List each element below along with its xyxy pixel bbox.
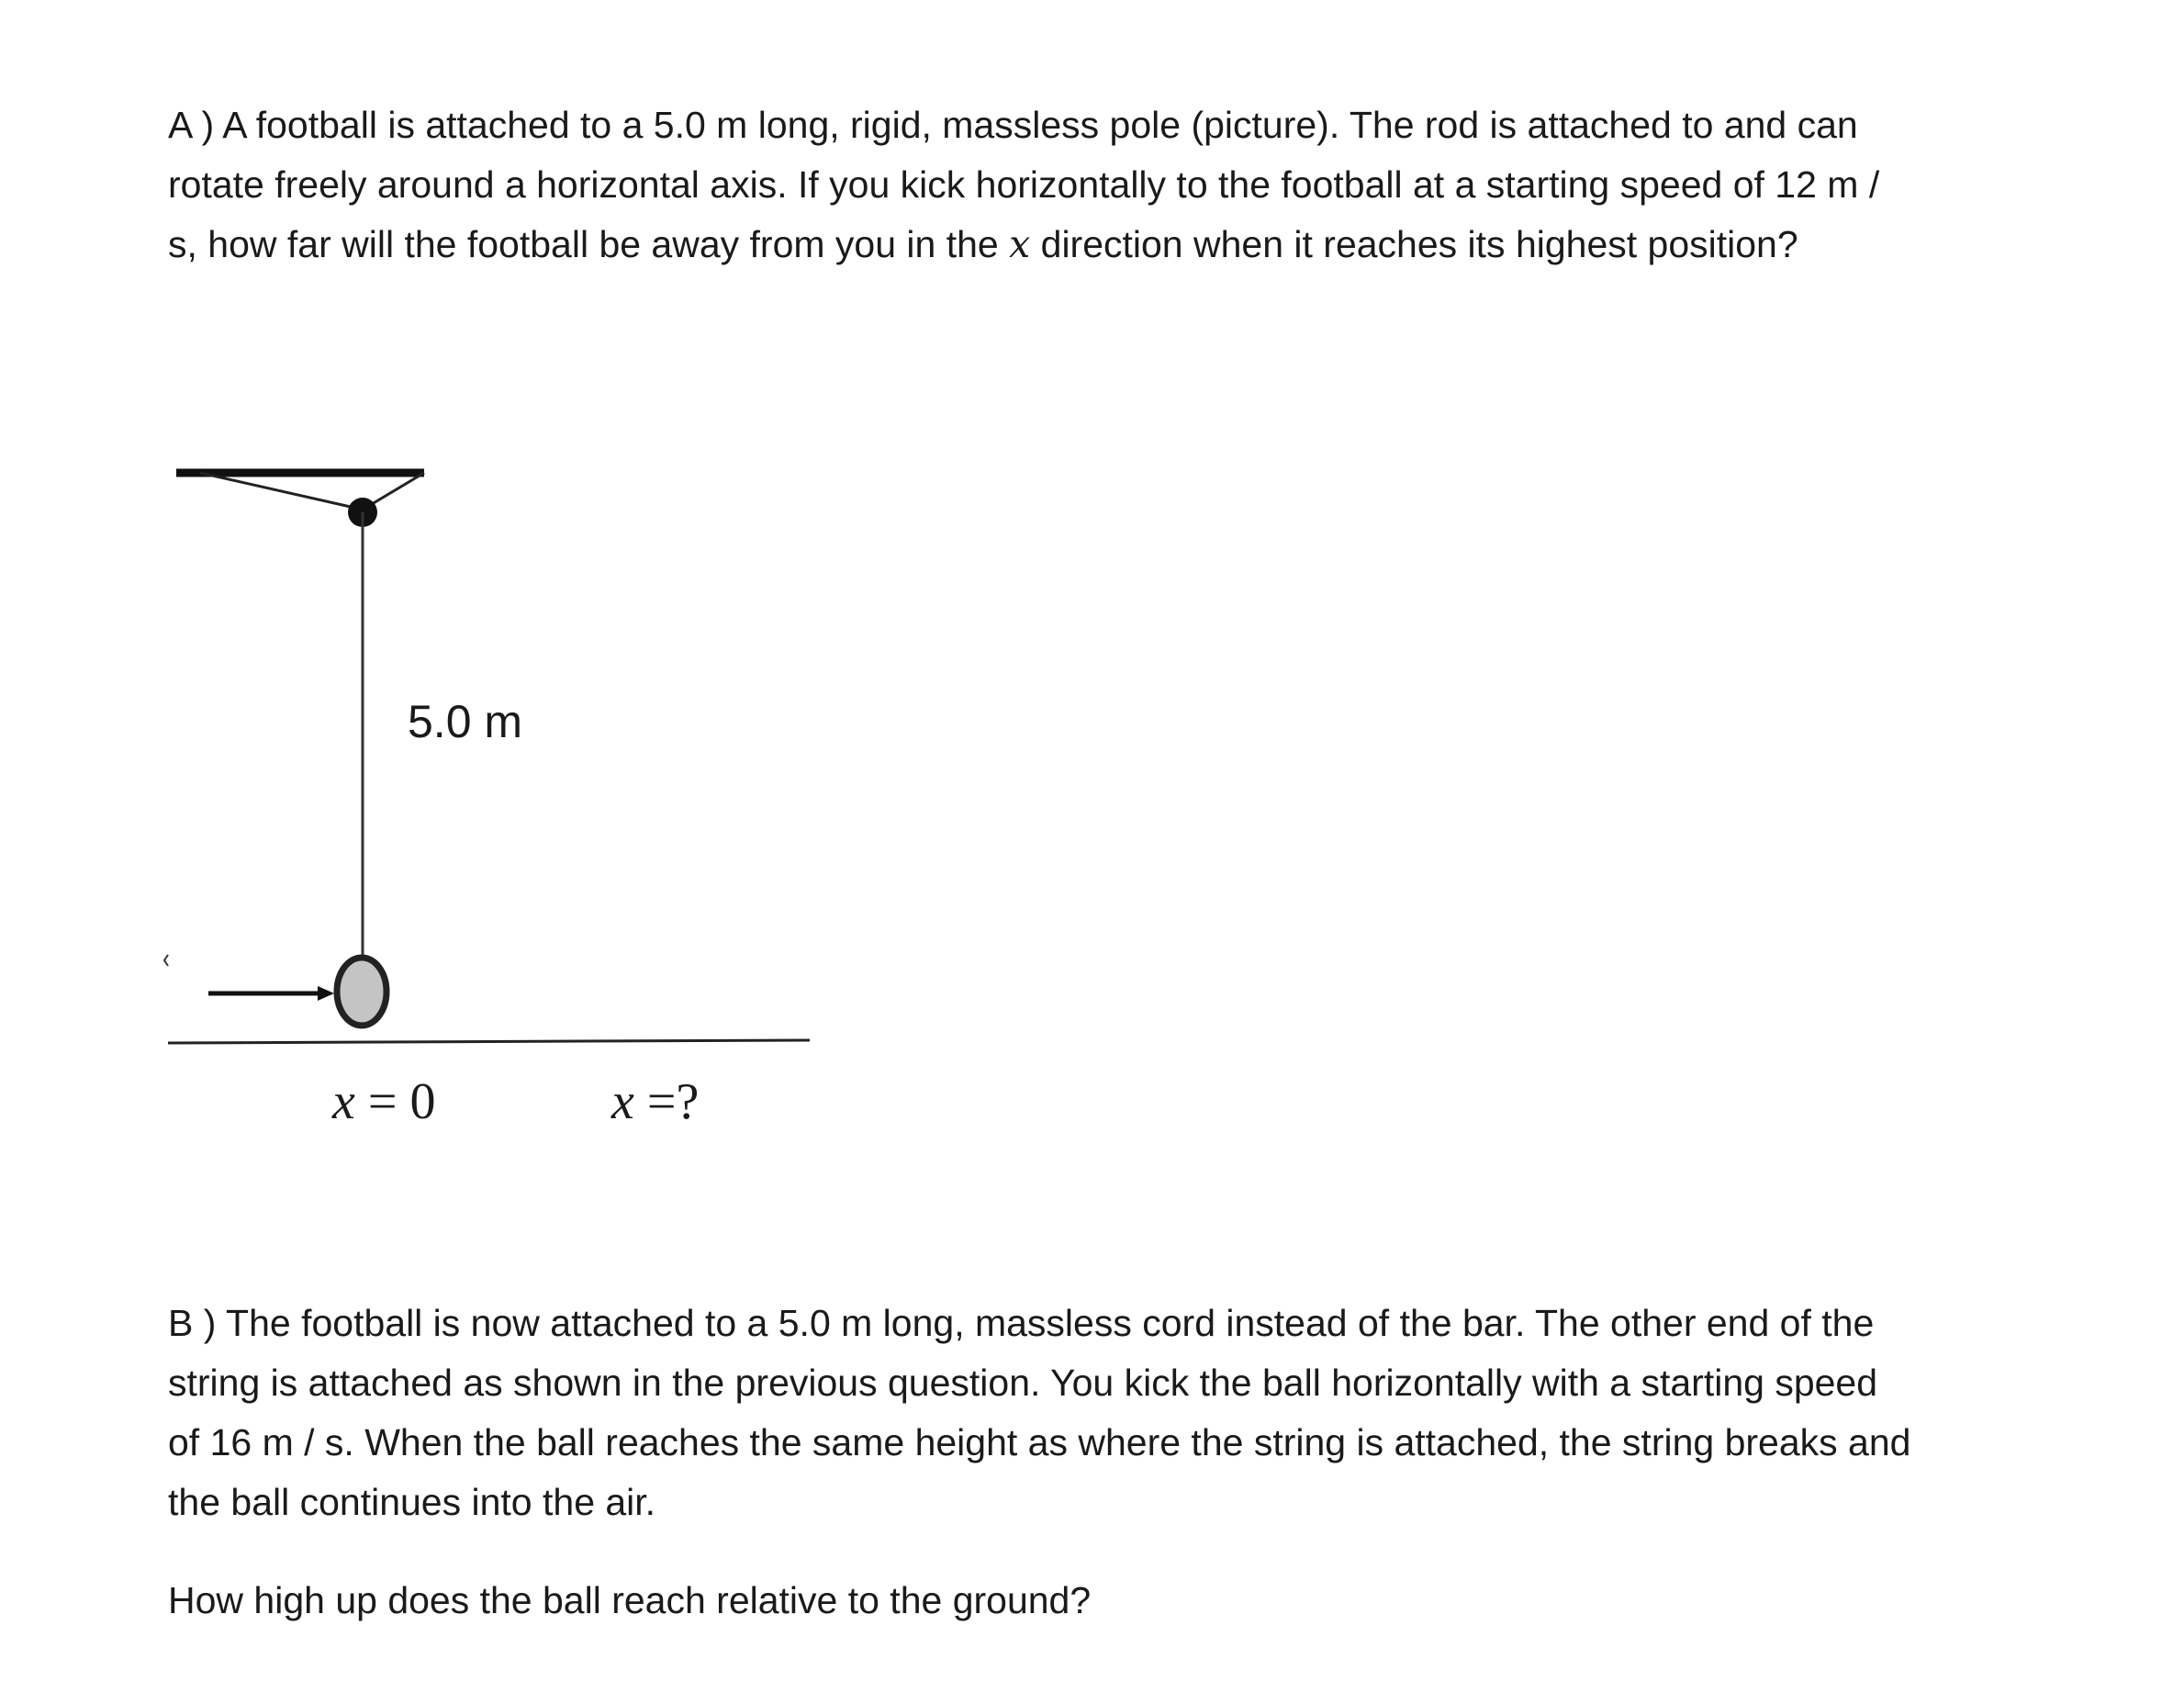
end-x-value: =? [633, 1073, 700, 1130]
x-variable: x [1009, 222, 1031, 266]
pendulum-diagram [156, 450, 835, 1148]
question-b-line-4: the ball continues into the air. [168, 1481, 656, 1523]
kick-arrow-head [318, 986, 334, 1001]
ground-line [168, 1040, 810, 1043]
mount-bracket [200, 473, 424, 510]
question-a-line-2: rotate freely around a horizontal axis. If you kick horizontally to the football at a starting speed of 12 m / [168, 163, 1880, 206]
question-b-line-3: of 16 m / s. When the ball reaches the same height as where the string is attached, the string breaks and [168, 1421, 1911, 1463]
football [337, 958, 386, 1026]
question-b-line-2: string is attached as shown in the previous question. You kick the ball horizontally with a starting speed [168, 1362, 1878, 1404]
start-position-label [331, 1073, 435, 1130]
question-a-line-3-start: s, how far will the football be away from you in the [168, 223, 1010, 265]
edge-mark [164, 955, 168, 966]
question-a-line-1: A ) A football is attached to a 5.0 m long, rigid, massless pole (picture). The rod is attached to and can [168, 104, 1858, 146]
question-a-line-3 [168, 215, 2004, 275]
end-x-var: x [611, 1073, 634, 1130]
question-b-line-1: B ) The football is now attached to a 5.0 m long, massless cord instead of the bar. The other end of the [168, 1302, 1875, 1344]
start-x-var: x [332, 1073, 355, 1130]
length-label: 5.0 m [408, 696, 523, 747]
question-b-final-line: How high up does the ball reach relative to the ground? [168, 1579, 1092, 1621]
end-position-label [610, 1073, 699, 1130]
question-b-text [168, 1294, 2004, 1532]
question-b-final [168, 1571, 2004, 1631]
start-x-value: = 0 [354, 1073, 436, 1130]
question-a-line-3-end: direction when it reaches its highest position? [1030, 223, 1798, 265]
question-a-text [168, 95, 2004, 275]
